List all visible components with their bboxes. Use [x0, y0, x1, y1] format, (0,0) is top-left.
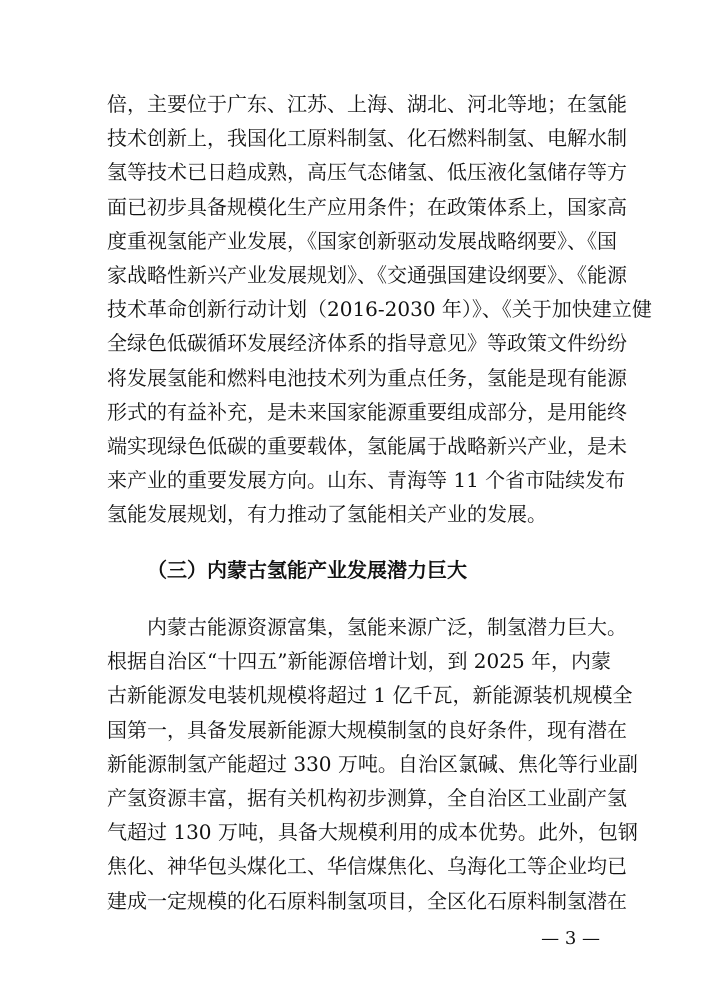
- text-line: 倍，主要位于广东、江苏、上海、湖北、河北等地；在氢能: [107, 92, 627, 116]
- text-line: 技术创新上，我国化工原料制氢、化石燃料制氢、电解水制: [107, 126, 627, 151]
- text-line: 面已初步具备规模化生产应用条件；在政策体系上，国家高: [107, 194, 627, 219]
- text-line: 古新能源发电装机规模将超过 1 亿千瓦，新能源装机规模全: [107, 683, 633, 708]
- text-line: 新能源制氢产能超过 330 万吨。自治区氯碱、焦化等行业副: [107, 751, 638, 776]
- page-number: — 3 —: [541, 928, 600, 949]
- text-line: 全绿色低碳循环发展经济体系的指导意见》等政策文件纷纷: [107, 331, 627, 356]
- text-line: 建成一定规模的化石原料制氢项目，全区化石原料制氢潜在: [107, 888, 627, 913]
- text-line: 氢等技术已日趋成熟，高压气态储氢、低压液化氢储存等方: [107, 160, 627, 185]
- text-line: 氢能发展规划，有力推动了氢能相关产业的发展。: [107, 502, 547, 527]
- text-line: 度重视氢能产业发展，《国家创新驱动发展战略纲要》、《国: [107, 228, 617, 253]
- text-line: 形式的有益补充，是未来国家能源重要组成部分，是用能终: [107, 399, 627, 424]
- text-line: 端实现绿色低碳的重要载体，氢能属于战略新兴产业，是未: [107, 434, 627, 458]
- text-line: 根据自治区“十四五”新能源倍增计划，到 2025 年，内蒙: [107, 649, 612, 674]
- text-line: 内蒙古能源资源富集，氢能来源广泛，制氢潜力巨大。: [147, 615, 627, 639]
- text-line: 来产业的重要发展方向。山东、青海等 11 个省市陆续发布: [107, 468, 626, 493]
- section-heading: （三）内蒙古氢能产业发展潜力巨大: [147, 558, 467, 582]
- text-line: 技术革命创新行动计划（2016-2030 年）》、《关于加快建立健: [107, 297, 652, 322]
- text-line: 焦化、神华包头煤化工、华信煤焦化、乌海化工等企业均已: [107, 854, 627, 879]
- text-line: 产氢资源丰富，据有关机构初步测算，全自治区工业副产氢: [107, 786, 627, 810]
- text-line: 气超过 130 万吨，具备大规模利用的成本优势。此外，包钢: [107, 820, 638, 845]
- text-line: 国第一，具备发展新能源大规模制氢的良好条件，现有潜在: [107, 717, 627, 742]
- text-line: 家战略性新兴产业发展规划》、《交通强国建设纲要》、《能源: [107, 263, 627, 287]
- text-line: 将发展氢能和燃料电池技术列为重点任务，氢能是现有能源: [107, 365, 627, 390]
